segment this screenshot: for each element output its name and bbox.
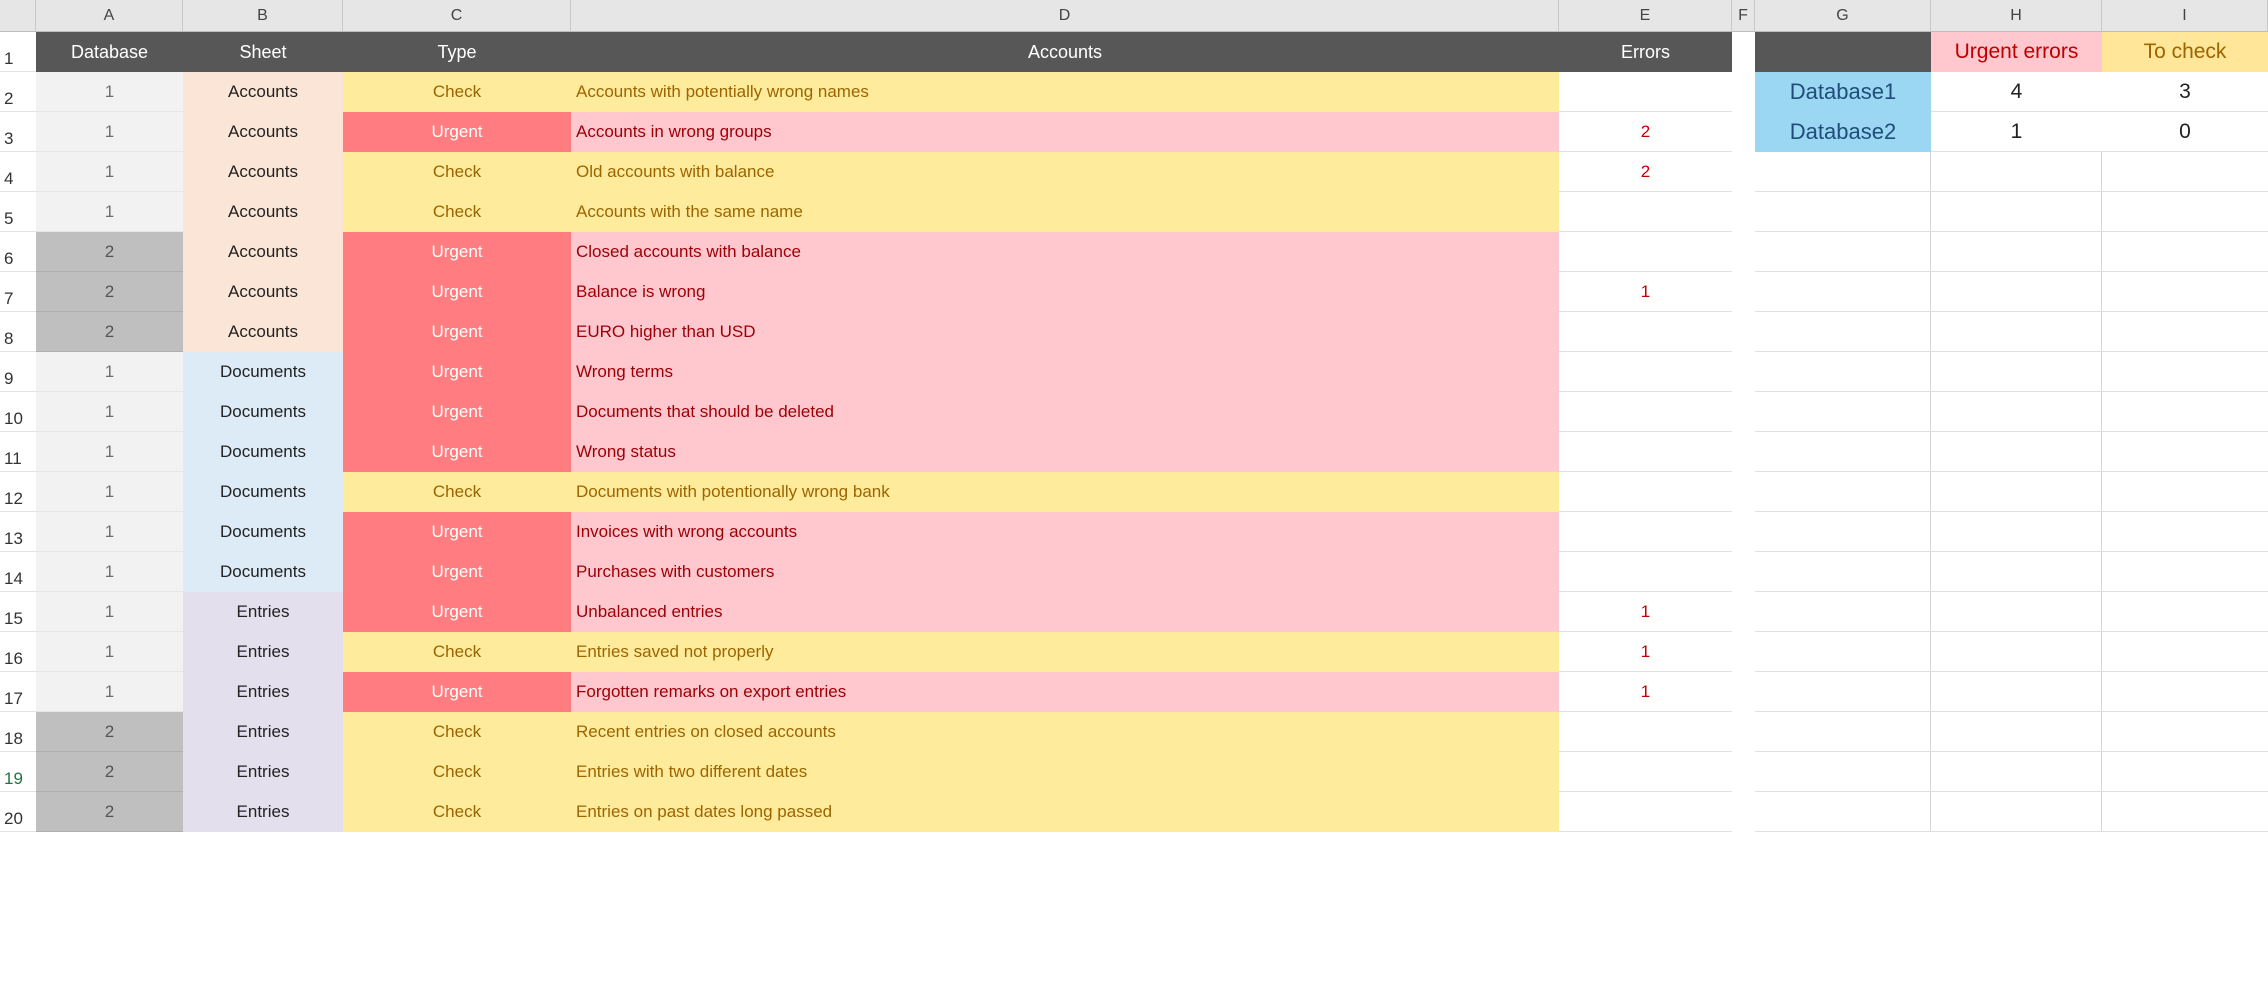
empty-cell-g[interactable]	[1755, 672, 1931, 712]
check-description-cell[interactable]: Old accounts with balance	[571, 152, 1559, 192]
type-cell-urgent[interactable]: Urgent	[343, 312, 571, 352]
check-description-cell[interactable]: Documents with potentionally wrong bank	[571, 472, 1559, 512]
empty-cell-h[interactable]	[1931, 312, 2102, 352]
sheet-cell[interactable]: Documents	[183, 392, 343, 432]
empty-cell-g[interactable]	[1755, 632, 1931, 672]
sheet-cell[interactable]: Accounts	[183, 232, 343, 272]
empty-cell-g[interactable]	[1755, 152, 1931, 192]
errors-cell[interactable]	[1559, 352, 1732, 392]
check-description-cell[interactable]: Entries saved not properly	[571, 632, 1559, 672]
empty-cell-i[interactable]	[2102, 552, 2268, 592]
database-cell[interactable]: 1	[36, 192, 183, 232]
empty-cell-g[interactable]	[1755, 352, 1931, 392]
empty-cell-i[interactable]	[2102, 392, 2268, 432]
type-cell-urgent[interactable]: Urgent	[343, 392, 571, 432]
errors-cell[interactable]	[1559, 72, 1732, 112]
errors-cell[interactable]: 1	[1559, 632, 1732, 672]
empty-cell-h[interactable]	[1931, 192, 2102, 232]
errors-cell[interactable]	[1559, 232, 1732, 272]
check-description-cell[interactable]: Invoices with wrong accounts	[571, 512, 1559, 552]
database-cell[interactable]: 1	[36, 432, 183, 472]
check-description-cell[interactable]: Closed accounts with balance	[571, 232, 1559, 272]
errors-cell[interactable]	[1559, 752, 1732, 792]
empty-cell-g[interactable]	[1755, 232, 1931, 272]
check-description-cell[interactable]: Entries on past dates long passed	[571, 792, 1559, 832]
empty-cell-h[interactable]	[1931, 752, 2102, 792]
errors-cell[interactable]: 1	[1559, 272, 1732, 312]
type-cell-check[interactable]: Check	[343, 152, 571, 192]
type-cell-urgent[interactable]: Urgent	[343, 112, 571, 152]
check-description-cell[interactable]: Wrong terms	[571, 352, 1559, 392]
type-cell-urgent[interactable]: Urgent	[343, 232, 571, 272]
empty-cell-g[interactable]	[1755, 592, 1931, 632]
summary-header-blank	[1755, 32, 1931, 72]
type-cell-urgent[interactable]: Urgent	[343, 352, 571, 392]
empty-cell-g[interactable]	[1755, 712, 1931, 752]
empty-cell-h[interactable]	[1931, 472, 2102, 512]
header-sheet: Sheet	[183, 32, 343, 72]
empty-cell-i[interactable]	[2102, 192, 2268, 232]
empty-cell-i[interactable]	[2102, 592, 2268, 632]
type-cell-urgent[interactable]: Urgent	[343, 512, 571, 552]
row-header-20[interactable]: 20	[0, 792, 36, 832]
database-cell[interactable]: 1	[36, 512, 183, 552]
empty-cell-g[interactable]	[1755, 512, 1931, 552]
errors-cell[interactable]: 2	[1559, 112, 1732, 152]
sheet-cell[interactable]: Documents	[183, 512, 343, 552]
sheet-cell[interactable]: Documents	[183, 352, 343, 392]
row-header-13[interactable]: 13	[0, 512, 36, 552]
row-header-4[interactable]: 4	[0, 152, 36, 192]
empty-cell-i[interactable]	[2102, 152, 2268, 192]
check-description-cell[interactable]: Accounts with potentially wrong names	[571, 72, 1559, 112]
sheet-cell[interactable]: Documents	[183, 552, 343, 592]
row-header-8[interactable]: 8	[0, 312, 36, 352]
header-database: Database	[36, 32, 183, 72]
row-header-1[interactable]: 1	[0, 32, 36, 72]
database-cell[interactable]: 2	[36, 312, 183, 352]
column-header-a[interactable]: A	[36, 0, 183, 32]
row-header-7[interactable]: 7	[0, 272, 36, 312]
sheet-cell[interactable]: Entries	[183, 712, 343, 752]
database-cell[interactable]: 2	[36, 272, 183, 312]
type-cell-check[interactable]: Check	[343, 632, 571, 672]
errors-cell[interactable]	[1559, 512, 1732, 552]
sheet-cell[interactable]: Documents	[183, 432, 343, 472]
row-header-6[interactable]: 6	[0, 232, 36, 272]
type-cell-check[interactable]: Check	[343, 792, 571, 832]
column-header-f[interactable]: F	[1732, 0, 1755, 32]
row-header-15[interactable]: 15	[0, 592, 36, 632]
sheet-cell[interactable]: Accounts	[183, 72, 343, 112]
empty-cell-g[interactable]	[1755, 392, 1931, 432]
empty-cell-g[interactable]	[1755, 192, 1931, 232]
empty-cell-h[interactable]	[1931, 432, 2102, 472]
errors-cell[interactable]	[1559, 432, 1732, 472]
type-cell-urgent[interactable]: Urgent	[343, 552, 571, 592]
database-cell[interactable]: 1	[36, 632, 183, 672]
empty-cell-g[interactable]	[1755, 472, 1931, 512]
check-description-cell[interactable]: Purchases with customers	[571, 552, 1559, 592]
type-cell-urgent[interactable]: Urgent	[343, 432, 571, 472]
sheet-cell[interactable]: Entries	[183, 592, 343, 632]
database-cell[interactable]: 1	[36, 152, 183, 192]
errors-cell[interactable]: 2	[1559, 152, 1732, 192]
empty-cell-i[interactable]	[2102, 712, 2268, 752]
database-cell[interactable]: 1	[36, 112, 183, 152]
sheet-cell[interactable]: Accounts	[183, 192, 343, 232]
row-header-16[interactable]: 16	[0, 632, 36, 672]
empty-cell-i[interactable]	[2102, 312, 2268, 352]
column-header-e[interactable]: E	[1559, 0, 1732, 32]
type-cell-check[interactable]: Check	[343, 472, 571, 512]
check-description-cell[interactable]: Accounts in wrong groups	[571, 112, 1559, 152]
row-header-18[interactable]: 18	[0, 712, 36, 752]
row-header-5[interactable]: 5	[0, 192, 36, 232]
empty-cell-i[interactable]	[2102, 512, 2268, 552]
empty-cell-i[interactable]	[2102, 672, 2268, 712]
sheet-cell[interactable]: Entries	[183, 792, 343, 832]
row-header-12[interactable]: 12	[0, 472, 36, 512]
header-errors: Errors	[1559, 32, 1732, 72]
empty-cell-h[interactable]	[1931, 712, 2102, 752]
summary-check-count[interactable]: 3	[2102, 72, 2268, 112]
check-description-cell[interactable]: EURO higher than USD	[571, 312, 1559, 352]
check-description-cell[interactable]: Entries with two different dates	[571, 752, 1559, 792]
check-description-cell[interactable]: Documents that should be deleted	[571, 392, 1559, 432]
database-cell[interactable]: 2	[36, 752, 183, 792]
type-cell-check[interactable]: Check	[343, 712, 571, 752]
column-header-g[interactable]: G	[1755, 0, 1931, 32]
header-type: Type	[343, 32, 571, 72]
errors-cell[interactable]	[1559, 792, 1732, 832]
database-cell[interactable]: 1	[36, 72, 183, 112]
empty-cell-i[interactable]	[2102, 232, 2268, 272]
database-cell[interactable]: 1	[36, 672, 183, 712]
errors-cell[interactable]	[1559, 192, 1732, 232]
errors-cell[interactable]	[1559, 472, 1732, 512]
empty-cell-h[interactable]	[1931, 592, 2102, 632]
errors-cell[interactable]	[1559, 712, 1732, 752]
summary-urgent-count[interactable]: 1	[1931, 112, 2102, 152]
check-description-cell[interactable]: Forgotten remarks on export entries	[571, 672, 1559, 712]
summary-header-check: To check	[2102, 32, 2268, 72]
errors-cell[interactable]: 1	[1559, 592, 1732, 632]
empty-cell-g[interactable]	[1755, 272, 1931, 312]
sheet-cell[interactable]: Accounts	[183, 152, 343, 192]
type-cell-check[interactable]: Check	[343, 192, 571, 232]
sheet-cell[interactable]: Entries	[183, 672, 343, 712]
empty-cell-g[interactable]	[1755, 432, 1931, 472]
empty-cell-i[interactable]	[2102, 352, 2268, 392]
errors-cell[interactable]: 1	[1559, 672, 1732, 712]
type-cell-check[interactable]: Check	[343, 752, 571, 792]
empty-cell-h[interactable]	[1931, 632, 2102, 672]
column-header-b[interactable]: B	[183, 0, 343, 32]
empty-cell-i[interactable]	[2102, 432, 2268, 472]
empty-cell-h[interactable]	[1931, 232, 2102, 272]
check-description-cell[interactable]: Wrong status	[571, 432, 1559, 472]
check-description-cell[interactable]: Recent entries on closed accounts	[571, 712, 1559, 752]
type-cell-urgent[interactable]: Urgent	[343, 272, 571, 312]
empty-cell-i[interactable]	[2102, 632, 2268, 672]
empty-cell-g[interactable]	[1755, 312, 1931, 352]
empty-cell-i[interactable]	[2102, 272, 2268, 312]
check-description-cell[interactable]: Accounts with the same name	[571, 192, 1559, 232]
sheet-cell[interactable]: Accounts	[183, 112, 343, 152]
row-header-10[interactable]: 10	[0, 392, 36, 432]
header-accounts: Accounts	[571, 32, 1559, 72]
type-cell-urgent[interactable]: Urgent	[343, 672, 571, 712]
database-cell[interactable]: 1	[36, 552, 183, 592]
empty-cell-g[interactable]	[1755, 792, 1931, 832]
empty-cell-i[interactable]	[2102, 792, 2268, 832]
sheet-cell[interactable]: Accounts	[183, 312, 343, 352]
check-description-cell[interactable]: Unbalanced entries	[571, 592, 1559, 632]
sheet-cell[interactable]: Accounts	[183, 272, 343, 312]
errors-cell[interactable]	[1559, 552, 1732, 592]
row-header-19[interactable]: 19	[0, 752, 36, 792]
type-cell-urgent[interactable]: Urgent	[343, 592, 571, 632]
errors-cell[interactable]	[1559, 392, 1732, 432]
row-header-14[interactable]: 14	[0, 552, 36, 592]
row-header-9[interactable]: 9	[0, 352, 36, 392]
empty-cell-h[interactable]	[1931, 792, 2102, 832]
type-cell-check[interactable]: Check	[343, 72, 571, 112]
empty-cell-h[interactable]	[1931, 392, 2102, 432]
errors-cell[interactable]	[1559, 312, 1732, 352]
database-cell[interactable]: 1	[36, 392, 183, 432]
empty-cell-i[interactable]	[2102, 752, 2268, 792]
database-cell[interactable]: 2	[36, 712, 183, 752]
column-header-h[interactable]: H	[1931, 0, 2102, 32]
summary-check-count[interactable]: 0	[2102, 112, 2268, 152]
database-cell[interactable]: 1	[36, 472, 183, 512]
row-header-2[interactable]: 2	[0, 72, 36, 112]
sheet-cell[interactable]: Documents	[183, 472, 343, 512]
database-cell[interactable]: 1	[36, 592, 183, 632]
empty-cell-h[interactable]	[1931, 512, 2102, 552]
database-cell[interactable]: 2	[36, 232, 183, 272]
sheet-cell[interactable]: Entries	[183, 632, 343, 672]
summary-database-name[interactable]: Database1	[1755, 72, 1931, 112]
summary-database-name[interactable]: Database2	[1755, 112, 1931, 152]
database-cell[interactable]: 2	[36, 792, 183, 832]
empty-cell-i[interactable]	[2102, 472, 2268, 512]
empty-cell-h[interactable]	[1931, 552, 2102, 592]
row-header-3[interactable]: 3	[0, 112, 36, 152]
column-header-i[interactable]: I	[2102, 0, 2268, 32]
column-header-d[interactable]: D	[571, 0, 1559, 32]
check-description-cell[interactable]: Balance is wrong	[571, 272, 1559, 312]
database-cell[interactable]: 1	[36, 352, 183, 392]
empty-cell-g[interactable]	[1755, 752, 1931, 792]
column-header-c[interactable]: C	[343, 0, 571, 32]
empty-cell-h[interactable]	[1931, 272, 2102, 312]
summary-urgent-count[interactable]: 4	[1931, 72, 2102, 112]
sheet-cell[interactable]: Entries	[183, 752, 343, 792]
empty-cell-h[interactable]	[1931, 352, 2102, 392]
empty-cell-h[interactable]	[1931, 672, 2102, 712]
select-all-corner[interactable]	[0, 0, 36, 32]
row-header-11[interactable]: 11	[0, 432, 36, 472]
empty-cell-g[interactable]	[1755, 552, 1931, 592]
row-header-17[interactable]: 17	[0, 672, 36, 712]
empty-cell-h[interactable]	[1931, 152, 2102, 192]
summary-header-urgent: Urgent errors	[1931, 32, 2102, 72]
